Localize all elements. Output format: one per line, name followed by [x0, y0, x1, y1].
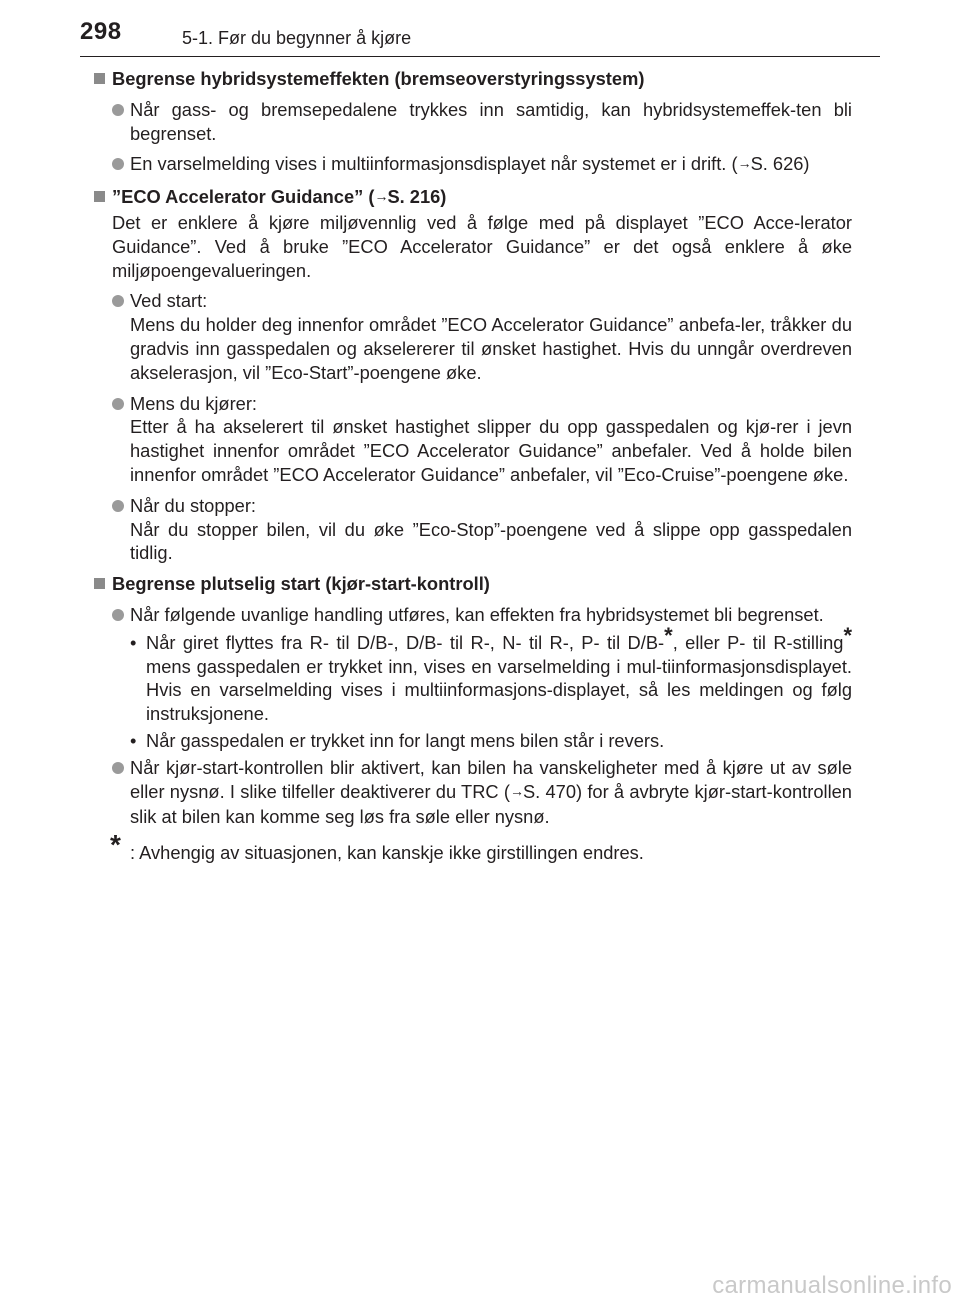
list-item — [112, 98, 852, 146]
item-text: Når gass- og bremsepedalene trykkes inn samtidig, kan hybridsystemeffek-ten bli begrenset. — [130, 98, 852, 144]
arrow-right-icon: → — [737, 155, 751, 172]
item-text — [130, 392, 852, 487]
footnote-star-icon: * — [664, 622, 673, 648]
page-number: 298 — [80, 18, 122, 45]
sub-item-text: mens gasspedalen er trykket inn, vises en varselmelding i mul-tiinformasjonsdisplayet. Hvis en varselmelding vises i multiinformasjons-displayet, så les meldingen og følg instruksjonene. — [146, 655, 852, 725]
footnote — [110, 829, 852, 865]
item-body: Etter å ha akselerert til ønsket hastighet slipper du opp gasspedalen og kjø-rer i jevn hastighet innenfor området ”ECO Accelerator Guidance” anbefaler. Ved å holde bilen innenfor området ”ECO Accelerator Guidance” anbefaler, vil ”Eco-Cruise”-poengene øke. — [130, 416, 852, 485]
item-body: Når du stopper bilen, vil du øke ”Eco-Stop”-poengene ved å slippe opp gasspedalen tidlig. — [130, 518, 852, 564]
footnote-star-icon: * — [110, 829, 121, 861]
page-content — [112, 67, 852, 865]
section-heading — [94, 572, 852, 596]
section-sudden-start — [112, 572, 852, 829]
item-text — [130, 756, 852, 829]
section-heading — [94, 185, 852, 211]
list-item — [112, 392, 852, 487]
section-intro: Det er enklere å kjøre miljøvennlig ved å følge med på displayet ”ECO Acce-lerator Guidance”. Ved å bruke ”ECO Accelerator Guidance” er det også enklere å øke miljøpoengevalueringen. — [112, 211, 852, 281]
square-bullet-icon — [94, 73, 105, 84]
section-title: Begrense plutselig start (kjør-start-kontroll) — [112, 573, 490, 595]
sub-item-text: , eller P- til R-stilling — [672, 631, 844, 653]
sub-list-item — [130, 622, 853, 726]
list-item — [112, 756, 852, 829]
page-reference-link[interactable]: S. 216) — [387, 186, 447, 208]
item-text-part: for å avbryte kjør-start-kontrollen slik at bilen kan komme seg løs fra søle eller nysnø. — [130, 780, 852, 828]
section-heading — [94, 67, 852, 91]
dot-bullet-icon: • — [130, 729, 137, 751]
circle-bullet-icon — [112, 104, 124, 116]
sub-item-text: Når giret flyttes fra R- til D/B-, D/B- til R-, N- til R-, P- til D/B- — [146, 631, 665, 653]
square-bullet-icon — [94, 191, 105, 202]
footer-watermark: carmanualsonline.info — [712, 1272, 952, 1299]
arrow-right-icon: → — [374, 188, 388, 205]
section-title: Begrense hybridsystemeffekten (bremseoverstyringssystem) — [112, 68, 645, 89]
page-reference-link[interactable]: S. 626) — [750, 153, 810, 175]
arrow-right-icon: → — [509, 782, 523, 799]
circle-bullet-icon — [112, 500, 124, 512]
list-item — [112, 152, 852, 178]
item-subheading: Mens du kjører: — [130, 392, 257, 414]
item-subheading: Når du stopper: — [130, 494, 257, 516]
item-text — [130, 152, 852, 178]
sub-item-text: Når gasspedalen er trykket inn for langt mens bilen står i revers. — [146, 729, 665, 751]
chapter-title: 5-1. Før du begynner å kjøre — [182, 28, 412, 48]
circle-bullet-icon — [112, 762, 124, 774]
square-bullet-icon — [94, 578, 105, 589]
item-text — [130, 289, 852, 384]
list-item — [112, 494, 852, 565]
section-title: ”ECO Accelerator Guidance” ( — [112, 186, 375, 208]
item-text-part: Når kjør-start-kontrollen blir aktivert, kan bilen ha vanskeligheter med å kjøre ut av søle eller nysnø. I slike tilfeller deaktiverer du TRC ( — [130, 756, 852, 802]
item-text — [130, 494, 852, 565]
sub-list — [130, 622, 853, 753]
footnote-star-icon: * — [843, 622, 853, 648]
section-eco-guidance — [112, 185, 852, 565]
circle-bullet-icon — [112, 295, 124, 307]
section-hybrid-limit — [112, 67, 852, 178]
item-text: Når følgende uvanlige handling utføres, kan effekten fra hybridsystemet bli begrenset. — [130, 603, 824, 625]
circle-bullet-icon — [112, 158, 124, 170]
item-subheading: Ved start: — [130, 290, 208, 312]
list-item — [112, 289, 852, 384]
page-reference-link[interactable]: S. 470) — [522, 780, 583, 802]
footnote-text: : Avhengig av situasjonen, kan kanskje ikke girstillingen endres. — [130, 842, 644, 864]
circle-bullet-icon — [112, 609, 124, 621]
list-item — [112, 603, 852, 627]
item-body: Mens du holder deg innenfor området ”ECO Accelerator Guidance” anbefa-ler, tråkker du gradvis inn gasspedalen og akselererer til ønsket hastighet. Hvis du unngår overdreven akselerasjon, vil ”Eco-Start”-poengene øke. — [130, 314, 852, 383]
item-text-part: En varselmelding vises i multiinformasjonsdisplayet når systemet er i drift. ( — [130, 153, 738, 175]
circle-bullet-icon — [112, 398, 124, 410]
header-divider — [80, 56, 880, 57]
sub-list-item — [130, 729, 852, 753]
dot-bullet-icon: • — [130, 631, 137, 653]
